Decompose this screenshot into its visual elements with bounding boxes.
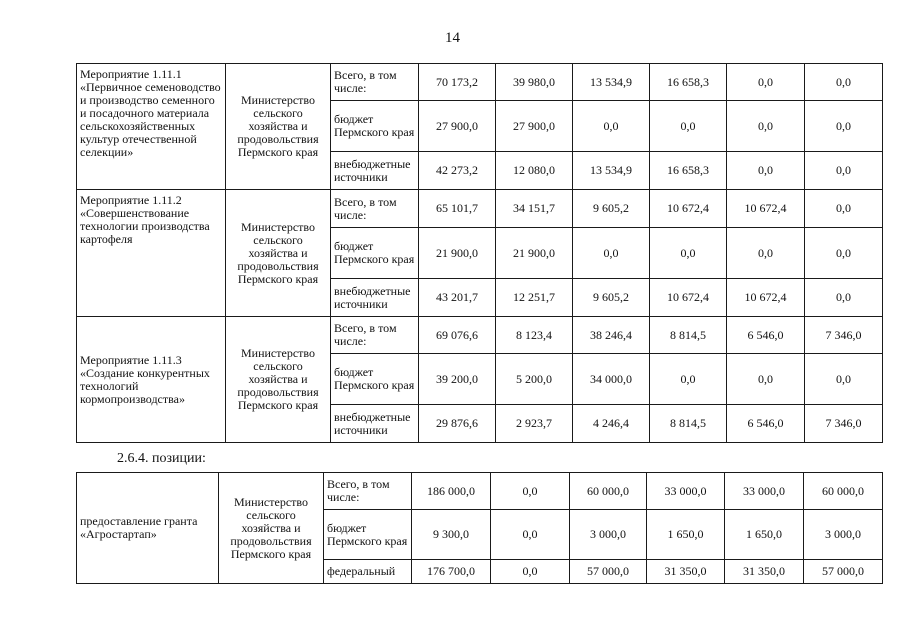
amount-cell: 0,0 <box>805 228 883 279</box>
amount-cell: 2 923,7 <box>496 405 573 443</box>
amount-cell: 31 350,0 <box>725 560 804 584</box>
amount-cell: 33 000,0 <box>647 473 725 510</box>
amount-cell: 0,0 <box>491 560 570 584</box>
amount-cell: 0,0 <box>805 152 883 190</box>
amount-cell: 38 246,4 <box>573 317 650 354</box>
amount-cell: 10 672,4 <box>650 190 727 228</box>
amount-cell: 1 650,0 <box>647 510 725 560</box>
amount-cell: 0,0 <box>650 228 727 279</box>
amount-cell: 0,0 <box>727 101 805 152</box>
amount-cell: 13 534,9 <box>573 64 650 101</box>
page-number: 14 <box>445 30 460 46</box>
amount-cell: 57 000,0 <box>570 560 647 584</box>
table-row <box>77 190 883 228</box>
amount-cell: 34 151,7 <box>496 190 573 228</box>
amount-cell: 0,0 <box>805 190 883 228</box>
amount-cell: 60 000,0 <box>570 473 647 510</box>
amount-cell: 60 000,0 <box>804 473 883 510</box>
amount-cell: 10 672,4 <box>727 190 805 228</box>
funding-source: федеральный <box>324 560 412 584</box>
measure-name: предоставление гранта «Агростартап» <box>77 473 219 584</box>
amount-cell: 0,0 <box>727 152 805 190</box>
funding-source: бюджет Пермского края <box>324 510 412 560</box>
measure-name: Мероприятие 1.11.3 «Создание конкурентных технологий кормопроизводства» <box>77 317 226 443</box>
amount-cell: 10 672,4 <box>650 279 727 317</box>
amount-cell: 13 534,9 <box>573 152 650 190</box>
amount-cell: 0,0 <box>650 101 727 152</box>
amount-cell: 27 900,0 <box>419 101 496 152</box>
amount-cell: 0,0 <box>805 354 883 405</box>
executor-name: Министерство сельского хозяйства и продовольствия Пермского края <box>226 190 331 317</box>
executor-name: Министерство сельского хозяйства и продовольствия Пермского края <box>226 317 331 443</box>
funding-source: внебюджетные источники <box>331 279 419 317</box>
funding-source: бюджет Пермского края <box>331 101 419 152</box>
amount-cell: 5 200,0 <box>496 354 573 405</box>
amount-cell: 0,0 <box>727 354 805 405</box>
amount-cell: 33 000,0 <box>725 473 804 510</box>
section-label: 2.6.4. позиции: <box>117 451 206 466</box>
amount-cell: 186 000,0 <box>412 473 491 510</box>
amount-cell: 9 300,0 <box>412 510 491 560</box>
funding-source: Всего, в том числе: <box>324 473 412 510</box>
amount-cell: 3 000,0 <box>804 510 883 560</box>
funding-table-1 <box>76 63 883 443</box>
funding-source: внебюджетные источники <box>331 152 419 190</box>
amount-cell: 6 546,0 <box>727 405 805 443</box>
amount-cell: 16 658,3 <box>650 64 727 101</box>
amount-cell: 4 246,4 <box>573 405 650 443</box>
funding-source: Всего, в том числе: <box>331 190 419 228</box>
funding-source: бюджет Пермского края <box>331 354 419 405</box>
amount-cell: 9 605,2 <box>573 279 650 317</box>
amount-cell: 0,0 <box>491 473 570 510</box>
funding-source: бюджет Пермского края <box>331 228 419 279</box>
amount-cell: 39 980,0 <box>496 64 573 101</box>
table-row <box>77 317 883 354</box>
measure-name: Мероприятие 1.11.2 «Совершенствование технологии производства картофеля <box>77 190 226 317</box>
amount-cell: 16 658,3 <box>650 152 727 190</box>
executor-name: Министерство сельского хозяйства и продовольствия Пермского края <box>219 473 324 584</box>
amount-cell: 0,0 <box>573 101 650 152</box>
amount-cell: 0,0 <box>491 510 570 560</box>
amount-cell: 8 814,5 <box>650 405 727 443</box>
amount-cell: 43 201,7 <box>419 279 496 317</box>
amount-cell: 42 273,2 <box>419 152 496 190</box>
amount-cell: 0,0 <box>727 64 805 101</box>
amount-cell: 9 605,2 <box>573 190 650 228</box>
amount-cell: 3 000,0 <box>570 510 647 560</box>
amount-cell: 0,0 <box>805 64 883 101</box>
amount-cell: 7 346,0 <box>805 317 883 354</box>
table-row <box>77 64 883 101</box>
funding-source: Всего, в том числе: <box>331 64 419 101</box>
amount-cell: 65 101,7 <box>419 190 496 228</box>
amount-cell: 0,0 <box>727 228 805 279</box>
amount-cell: 27 900,0 <box>496 101 573 152</box>
executor-name: Министерство сельского хозяйства и продовольствия Пермского края <box>226 64 331 190</box>
amount-cell: 31 350,0 <box>647 560 725 584</box>
amount-cell: 29 876,6 <box>419 405 496 443</box>
amount-cell: 69 076,6 <box>419 317 496 354</box>
amount-cell: 57 000,0 <box>804 560 883 584</box>
amount-cell: 34 000,0 <box>573 354 650 405</box>
table-row <box>77 473 883 510</box>
amount-cell: 39 200,0 <box>419 354 496 405</box>
amount-cell: 0,0 <box>805 279 883 317</box>
amount-cell: 0,0 <box>650 354 727 405</box>
amount-cell: 12 080,0 <box>496 152 573 190</box>
amount-cell: 12 251,7 <box>496 279 573 317</box>
amount-cell: 8 123,4 <box>496 317 573 354</box>
funding-table-2 <box>76 472 883 584</box>
amount-cell: 0,0 <box>805 101 883 152</box>
amount-cell: 7 346,0 <box>805 405 883 443</box>
funding-source: внебюджетные источники <box>331 405 419 443</box>
amount-cell: 6 546,0 <box>727 317 805 354</box>
amount-cell: 21 900,0 <box>419 228 496 279</box>
amount-cell: 10 672,4 <box>727 279 805 317</box>
amount-cell: 70 173,2 <box>419 64 496 101</box>
measure-name: Мероприятие 1.11.1 «Первичное семеноводство и производство семенного и посадочного материала сельскохозяйственных культур отечественной селекции» <box>77 64 226 190</box>
funding-source: Всего, в том числе: <box>331 317 419 354</box>
amount-cell: 176 700,0 <box>412 560 491 584</box>
amount-cell: 0,0 <box>573 228 650 279</box>
amount-cell: 1 650,0 <box>725 510 804 560</box>
amount-cell: 21 900,0 <box>496 228 573 279</box>
amount-cell: 8 814,5 <box>650 317 727 354</box>
